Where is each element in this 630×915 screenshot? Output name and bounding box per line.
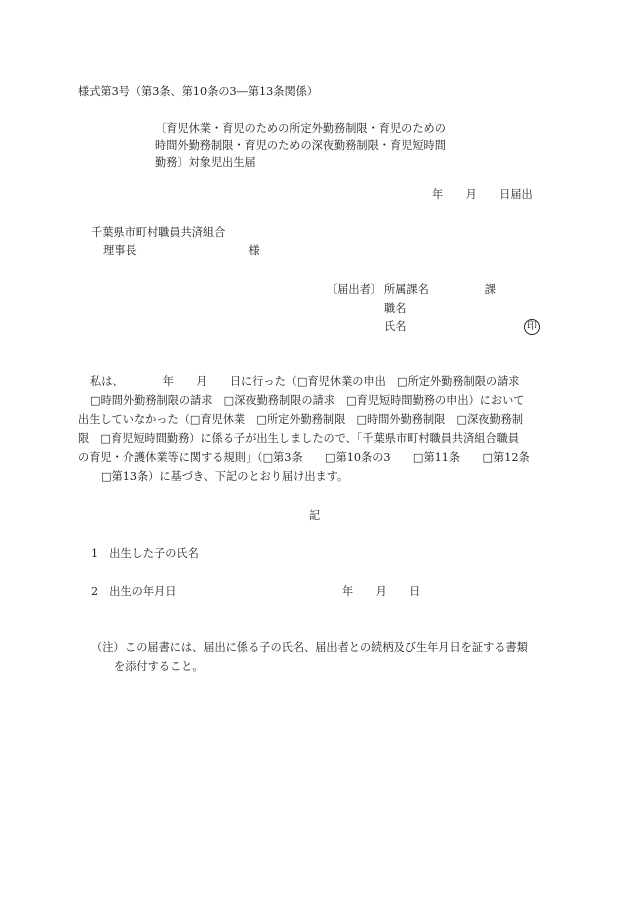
note-label: （注） [91, 641, 125, 654]
title-line-3: 勤務〕対象児出生届 [155, 156, 256, 169]
body-line-3: 出生していなかった（□育児休業 □所定外勤務制限 □時間外勤務制限 □深夜勤務制 [78, 413, 524, 426]
body-line-1: 私は、 年 月 日に行った（□育児休業の申出 □所定外勤務制限の請求 [90, 375, 520, 388]
item-child-name: 1 出生した子の氏名 [91, 547, 199, 560]
recipient-org: 千葉県市町村職員共済組合 [91, 226, 226, 239]
notifier-position: 職名 [384, 302, 407, 315]
title-line-2: 時間外勤務制限・育児のための深夜勤務制限・育児短時間 [155, 139, 446, 152]
recipient-title: 理事長 様 [103, 244, 260, 257]
notifier-label: 〔届出者〕 [326, 283, 382, 296]
ki-heading: 記 [309, 509, 321, 522]
body-line-2: □時間外勤務制限の請求 □深夜勤務制限の請求 □育児短時間勤務の申出）において [90, 394, 525, 407]
notifier-dept: 所属課名 課 [384, 283, 496, 296]
seal-mark: 印 [524, 319, 540, 335]
note-line-2: を添付すること。 [114, 660, 204, 673]
item-birth-date: 2 出生の年月日 [91, 585, 177, 598]
notifier-name: 氏名 [384, 320, 407, 333]
body-line-4: 限 □育児短時間勤務）に係る子が出生しましたので、「千葉県市町村職員共済組合職員 [78, 432, 520, 445]
body-line-6: □第13条）に基づき、下記のとおり届け出ます。 [101, 470, 349, 483]
submission-date: 年 月 日届出 [432, 188, 533, 201]
item-birth-date-fields: 年 月 日 [342, 585, 421, 598]
form-number: 様式第3号（第3条、第10条の3―第13条関係） [78, 85, 319, 98]
body-line-5: の育児・介護休業等に関する規則」（□第3条 □第10条の3 □第11条 □第12条 [78, 451, 530, 464]
title-line-1: 〔育児休業・育児のための所定外勤務制限・育児のための [155, 122, 446, 135]
note-line-1: この届書には、届出に係る子の氏名、届出者との続柄及び生年月日を証する書類 [125, 641, 528, 654]
